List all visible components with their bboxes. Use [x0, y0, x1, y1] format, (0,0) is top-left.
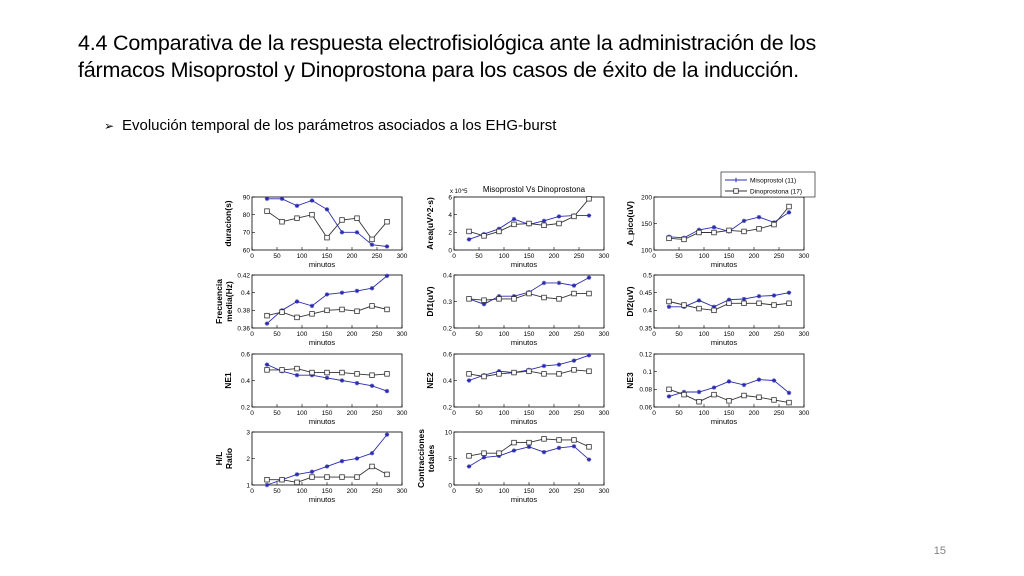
data-point-dinoprostona	[482, 374, 487, 379]
x-tick-label: 150	[321, 410, 333, 417]
data-point-dinoprostona	[557, 221, 562, 226]
y-tick-label: 4	[448, 211, 452, 219]
y-axis-label: NE2	[425, 372, 435, 389]
legend	[721, 172, 815, 197]
x-tick-label: 300	[798, 410, 810, 417]
x-tick-label: 150	[321, 488, 333, 495]
data-point-dinoprostona	[467, 229, 472, 234]
axis-exponent: x 10^5	[450, 189, 468, 195]
data-point-dinoprostona	[265, 477, 270, 482]
y-axis-label: NE1	[223, 372, 233, 389]
x-tick-label: 250	[573, 488, 585, 495]
y-tick-label: 0.4	[442, 377, 452, 385]
y-tick-label: 0.3	[442, 298, 452, 306]
data-point-dinoprostona	[742, 229, 747, 234]
data-point-dinoprostona	[787, 301, 792, 306]
data-point-dinoprostona	[295, 216, 300, 221]
chart-panel	[625, 194, 810, 269]
chart-panel	[625, 272, 810, 347]
data-point-dinoprostona	[572, 438, 577, 443]
x-axis-label: minutos	[710, 338, 738, 347]
chart-panel	[214, 272, 408, 347]
data-point-dinoprostona	[482, 451, 487, 456]
x-tick-label: 50	[273, 331, 281, 338]
y-tick-label: 0.06	[639, 404, 652, 412]
x-tick-label: 0	[452, 410, 456, 417]
y-tick-label: 0.38	[237, 307, 250, 315]
x-tick-label: 0	[652, 331, 656, 338]
x-tick-label: 300	[598, 488, 610, 495]
data-point-dinoprostona	[497, 229, 502, 234]
data-point-dinoprostona	[355, 309, 360, 314]
data-point-dinoprostona	[340, 218, 345, 223]
x-tick-label: 250	[773, 331, 785, 338]
y-tick-label: 0.2	[442, 404, 452, 412]
x-tick-label: 200	[548, 253, 560, 260]
x-tick-label: 200	[548, 410, 560, 417]
data-point-dinoprostona	[587, 291, 592, 296]
x-tick-label: 100	[698, 410, 710, 417]
y-tick-label: 0.35	[639, 325, 652, 333]
y-tick-label: 2	[448, 229, 452, 237]
chart-panel	[425, 272, 610, 347]
plot-frame	[654, 197, 804, 250]
y-tick-label: 0.5	[642, 272, 652, 280]
y-tick-label: 0.4	[642, 307, 652, 315]
y-tick-label: 6	[448, 194, 452, 202]
data-point-dinoprostona	[370, 373, 375, 378]
x-tick-label: 100	[296, 410, 308, 417]
y-tick-label: 80	[242, 211, 250, 219]
data-point-dinoprostona	[667, 236, 672, 241]
y-axis-label: Ratio	[224, 447, 234, 470]
data-point-dinoprostona	[370, 464, 375, 469]
data-point-dinoprostona	[542, 437, 547, 442]
data-point-dinoprostona	[310, 370, 315, 375]
x-axis-label: minutos	[308, 260, 336, 269]
data-point-dinoprostona	[557, 438, 562, 443]
y-tick-label: 0.2	[442, 325, 452, 333]
data-point-dinoprostona	[757, 395, 762, 400]
x-tick-label: 0	[250, 488, 254, 495]
y-tick-label: 70	[242, 229, 250, 237]
x-tick-label: 200	[748, 253, 760, 260]
data-point-dinoprostona	[340, 475, 345, 480]
plot-frame	[252, 197, 402, 250]
data-point-dinoprostona	[512, 222, 517, 227]
x-axis-label: minutos	[308, 417, 336, 426]
data-point-dinoprostona	[542, 295, 547, 300]
x-tick-label: 0	[250, 331, 254, 338]
x-tick-label: 100	[296, 253, 308, 260]
data-point-dinoprostona	[572, 368, 577, 373]
data-point-dinoprostona	[467, 454, 472, 459]
x-tick-label: 200	[748, 331, 760, 338]
data-point-dinoprostona	[385, 307, 390, 312]
chart-panel	[425, 189, 610, 269]
chart-panel	[625, 351, 810, 426]
data-point-dinoprostona	[280, 310, 285, 315]
data-point-dinoprostona	[265, 368, 270, 373]
y-axis-label: Df1(uV)	[425, 286, 435, 317]
x-tick-label: 250	[371, 488, 383, 495]
x-tick-label: 150	[523, 331, 535, 338]
y-tick-label: 0.4	[442, 272, 452, 280]
data-point-dinoprostona	[325, 370, 330, 375]
data-point-dinoprostona	[265, 209, 270, 214]
data-point-dinoprostona	[295, 366, 300, 371]
y-tick-label: 150	[641, 220, 652, 228]
data-point-dinoprostona	[280, 219, 285, 224]
x-tick-label: 150	[523, 410, 535, 417]
data-point-dinoprostona	[787, 400, 792, 405]
x-tick-label: 0	[250, 253, 254, 260]
y-axis-label: media(Hz)	[224, 281, 234, 322]
x-tick-label: 150	[523, 253, 535, 260]
chart-panel	[223, 351, 408, 426]
chart-title: Misoprostol Vs Dinoprostona	[482, 185, 586, 194]
x-tick-label: 0	[452, 253, 456, 260]
data-point-dinoprostona	[587, 196, 592, 201]
data-point-dinoprostona	[370, 237, 375, 242]
x-tick-label: 300	[396, 331, 408, 338]
y-tick-label: 1	[246, 482, 250, 490]
data-point-dinoprostona	[512, 370, 517, 375]
data-point-dinoprostona	[712, 308, 717, 313]
legend-label: Dinoprostona (17)	[750, 188, 803, 196]
y-tick-label: 0	[448, 247, 452, 255]
title-line-1: 4.4 Comparativa de la respuesta electrofisiológica ante la administración de los	[78, 31, 817, 55]
data-point-dinoprostona	[557, 372, 562, 377]
data-point-dinoprostona	[527, 369, 532, 374]
data-point-dinoprostona	[512, 440, 517, 445]
data-point-dinoprostona	[467, 297, 472, 302]
data-point-dinoprostona	[727, 301, 732, 306]
x-tick-label: 100	[498, 253, 510, 260]
x-tick-label: 200	[748, 410, 760, 417]
data-point-dinoprostona	[697, 306, 702, 311]
data-point-dinoprostona	[542, 372, 547, 377]
data-point-dinoprostona	[512, 297, 517, 302]
data-point-dinoprostona	[742, 301, 747, 306]
data-point-dinoprostona	[310, 212, 315, 217]
x-tick-label: 150	[321, 253, 333, 260]
data-point-dinoprostona	[557, 297, 562, 302]
y-tick-label: 200	[641, 194, 652, 202]
x-tick-label: 300	[798, 331, 810, 338]
data-point-dinoprostona	[340, 370, 345, 375]
data-point-dinoprostona	[712, 230, 717, 235]
y-tick-label: 10	[444, 429, 452, 437]
y-axis-label: Area(uV^2·s)	[425, 197, 435, 250]
x-tick-label: 250	[773, 253, 785, 260]
plot-frame	[454, 354, 604, 407]
x-tick-label: 0	[652, 410, 656, 417]
data-point-dinoprostona	[772, 303, 777, 308]
x-axis-label: minutos	[710, 260, 738, 269]
data-point-dinoprostona	[772, 222, 777, 227]
x-tick-label: 300	[798, 253, 810, 260]
data-point-dinoprostona	[497, 451, 502, 456]
data-point-dinoprostona	[497, 372, 502, 377]
x-tick-label: 200	[346, 488, 358, 495]
x-tick-label: 300	[396, 253, 408, 260]
data-point-dinoprostona	[527, 440, 532, 445]
x-axis-label: minutos	[510, 260, 538, 269]
x-axis-label: minutos	[308, 338, 336, 347]
x-tick-label: 0	[250, 410, 254, 417]
arrow-bullet-icon: ➢	[104, 119, 115, 133]
x-tick-label: 50	[675, 253, 683, 260]
data-point-dinoprostona	[697, 399, 702, 404]
x-axis-label: minutos	[308, 495, 336, 504]
data-point-dinoprostona	[757, 301, 762, 306]
plot-frame	[252, 354, 402, 407]
x-tick-label: 50	[475, 331, 483, 338]
data-point-dinoprostona	[682, 237, 687, 242]
data-point-dinoprostona	[527, 221, 532, 226]
data-point-dinoprostona	[355, 216, 360, 221]
y-tick-label: 90	[242, 194, 250, 202]
y-tick-label: 0.08	[639, 386, 652, 394]
page-number: 15	[933, 545, 946, 557]
data-point-dinoprostona	[727, 228, 732, 233]
data-point-dinoprostona	[340, 307, 345, 312]
y-axis-label: Contracciones	[416, 428, 426, 489]
y-tick-label: 0	[448, 482, 452, 490]
data-point-dinoprostona	[295, 480, 300, 485]
data-point-dinoprostona	[682, 303, 687, 308]
chart-panel	[223, 194, 408, 269]
data-point-dinoprostona	[572, 291, 577, 296]
x-axis-label: minutos	[510, 338, 538, 347]
x-tick-label: 50	[273, 410, 281, 417]
x-tick-label: 250	[773, 410, 785, 417]
y-tick-label: 0.4	[240, 377, 250, 385]
x-tick-label: 150	[723, 410, 735, 417]
x-tick-label: 50	[273, 253, 281, 260]
data-point-dinoprostona	[697, 230, 702, 235]
x-tick-label: 100	[498, 410, 510, 417]
y-tick-label: 0.1	[642, 368, 652, 376]
x-tick-label: 50	[475, 488, 483, 495]
x-tick-label: 0	[652, 253, 656, 260]
y-tick-label: 3	[246, 429, 250, 437]
data-point-dinoprostona	[355, 475, 360, 480]
x-tick-label: 250	[371, 253, 383, 260]
y-axis-label: duracion(s)	[223, 200, 233, 247]
data-point-dinoprostona	[325, 308, 330, 313]
data-point-dinoprostona	[682, 392, 687, 397]
data-point-dinoprostona	[572, 214, 577, 219]
data-point-dinoprostona	[325, 235, 330, 240]
x-tick-label: 300	[396, 488, 408, 495]
x-tick-label: 250	[371, 331, 383, 338]
y-tick-label: 0.42	[237, 272, 250, 280]
x-tick-label: 50	[475, 410, 483, 417]
y-axis-label: NE3	[625, 372, 635, 389]
x-tick-label: 100	[698, 331, 710, 338]
data-point-dinoprostona	[497, 297, 502, 302]
legend-marker-square	[734, 189, 739, 194]
x-tick-label: 250	[573, 253, 585, 260]
data-point-dinoprostona	[385, 372, 390, 377]
y-tick-label: 100	[641, 247, 652, 255]
y-tick-label: 0.12	[639, 351, 652, 359]
data-point-dinoprostona	[355, 372, 360, 377]
legend-label: Misoprostol (11)	[750, 177, 797, 185]
y-tick-label: 5	[448, 455, 452, 463]
data-point-dinoprostona	[280, 368, 285, 373]
data-point-dinoprostona	[482, 298, 487, 303]
data-point-dinoprostona	[310, 312, 315, 317]
x-tick-label: 150	[523, 488, 535, 495]
x-tick-label: 0	[452, 488, 456, 495]
plot-frame	[252, 275, 402, 328]
bullet-text: Evolución temporal de los parámetros asociados a los EHG-burst	[122, 117, 557, 134]
x-tick-label: 200	[548, 331, 560, 338]
x-tick-label: 50	[675, 331, 683, 338]
data-point-dinoprostona	[542, 223, 547, 228]
x-tick-label: 150	[321, 331, 333, 338]
data-point-dinoprostona	[280, 477, 285, 482]
x-tick-label: 100	[296, 331, 308, 338]
data-point-dinoprostona	[295, 315, 300, 320]
x-tick-label: 100	[498, 488, 510, 495]
title-line-2: fármacos Misoprostol y Dinoprostona para los casos de éxito de la inducción.	[78, 58, 799, 82]
data-point-dinoprostona	[325, 475, 330, 480]
y-axis-label: Frecuencia	[214, 279, 224, 324]
x-tick-label: 200	[346, 253, 358, 260]
data-point-dinoprostona	[467, 372, 472, 377]
y-axis-label: H/L	[214, 451, 224, 466]
data-point-dinoprostona	[310, 475, 315, 480]
x-tick-label: 100	[698, 253, 710, 260]
y-tick-label: 60	[242, 247, 250, 255]
y-axis-label: totales	[426, 444, 436, 473]
x-tick-label: 300	[598, 410, 610, 417]
x-tick-label: 150	[723, 253, 735, 260]
x-tick-label: 250	[371, 410, 383, 417]
data-point-dinoprostona	[385, 472, 390, 477]
x-axis-label: minutos	[510, 495, 538, 504]
data-point-dinoprostona	[772, 398, 777, 403]
y-tick-label: 2	[246, 455, 250, 463]
data-point-dinoprostona	[587, 369, 592, 374]
data-point-dinoprostona	[667, 299, 672, 304]
data-point-dinoprostona	[757, 227, 762, 232]
x-tick-label: 200	[548, 488, 560, 495]
data-point-dinoprostona	[265, 313, 270, 318]
data-point-dinoprostona	[587, 445, 592, 450]
x-tick-label: 250	[573, 331, 585, 338]
y-axis-label: Df2(uV)	[625, 286, 635, 317]
data-point-dinoprostona	[527, 291, 532, 296]
y-tick-label: 0.6	[442, 351, 452, 359]
data-point-dinoprostona	[370, 304, 375, 309]
y-tick-label: 0.4	[240, 289, 250, 297]
x-tick-label: 200	[346, 331, 358, 338]
data-point-dinoprostona	[727, 399, 732, 404]
x-tick-label: 300	[598, 331, 610, 338]
data-point-dinoprostona	[787, 204, 792, 209]
x-tick-label: 150	[723, 331, 735, 338]
x-tick-label: 300	[396, 410, 408, 417]
y-tick-label: 0.2	[240, 404, 250, 412]
x-tick-label: 100	[498, 331, 510, 338]
x-tick-label: 50	[475, 253, 483, 260]
x-axis-label: minutos	[510, 417, 538, 426]
data-point-dinoprostona	[712, 392, 717, 397]
chart-panel	[425, 351, 610, 426]
x-tick-label: 300	[598, 253, 610, 260]
data-point-dinoprostona	[482, 234, 487, 239]
y-axis-label: A_pico(uV)	[625, 201, 635, 246]
x-tick-label: 0	[452, 331, 456, 338]
chart-panel	[416, 429, 610, 504]
x-tick-label: 200	[346, 410, 358, 417]
x-tick-label: 50	[675, 410, 683, 417]
x-tick-label: 50	[273, 488, 281, 495]
data-point-dinoprostona	[742, 393, 747, 398]
y-tick-label: 0.6	[240, 351, 250, 359]
y-tick-label: 0.45	[639, 289, 652, 297]
data-point-dinoprostona	[667, 387, 672, 392]
chart-panel	[214, 429, 408, 504]
x-axis-label: minutos	[710, 417, 738, 426]
y-tick-label: 0.36	[237, 325, 250, 333]
x-tick-label: 100	[296, 488, 308, 495]
data-point-dinoprostona	[385, 219, 390, 224]
x-tick-label: 250	[573, 410, 585, 417]
